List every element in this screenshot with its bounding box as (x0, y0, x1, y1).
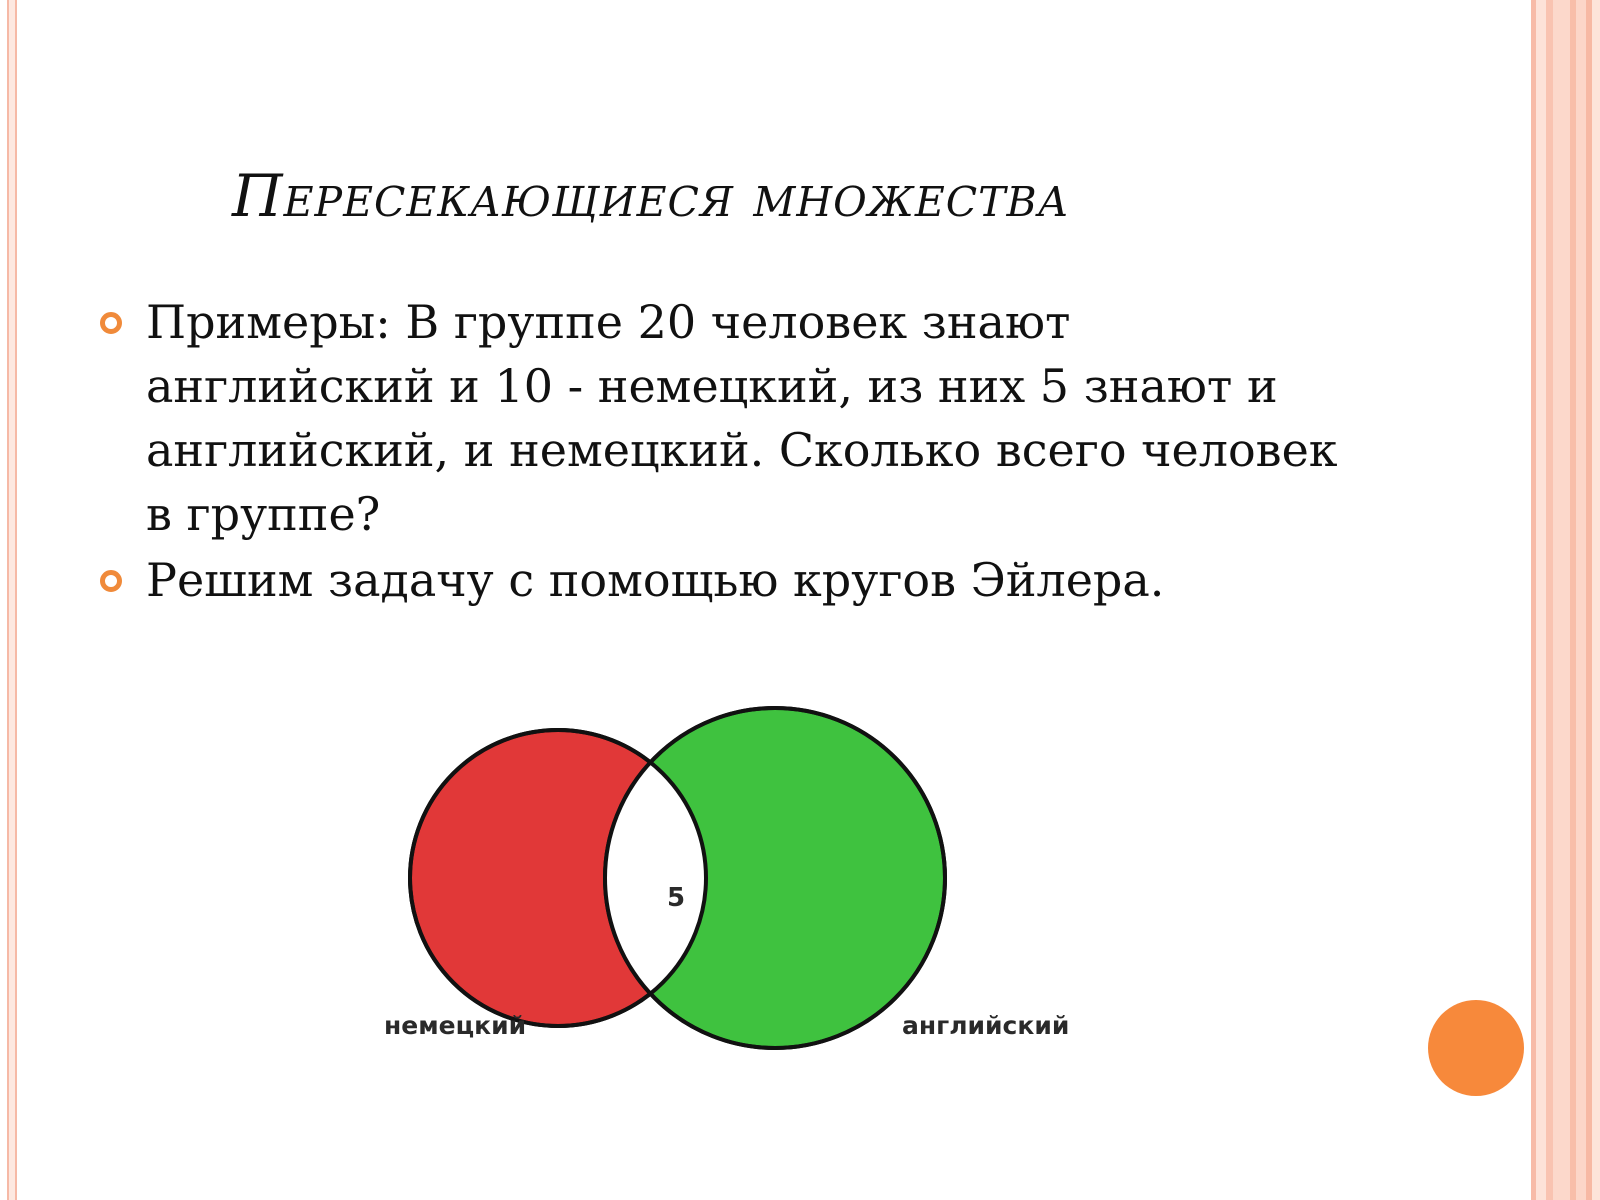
decorative-orange-circle (1428, 1000, 1524, 1096)
bullet-list (100, 290, 1360, 614)
bullet-text: Примеры: В группе 20 человек знают английский и 10 - немецкий, из них 5 знают и английский, и немецкий. Сколько всего человек в группе? (146, 295, 1338, 541)
bullet-ring-icon (100, 570, 122, 592)
venn-label-german: немецкий (384, 1011, 527, 1040)
right-border-decoration (1530, 0, 1600, 1200)
bullet-item-example (100, 290, 1360, 546)
bullet-ring-icon (100, 312, 122, 334)
left-border-decoration (0, 0, 22, 1200)
euler-venn-diagram (370, 700, 1090, 1080)
slide-title: Пересекающиеся множества (232, 162, 1070, 230)
bullet-text: Решим задачу с помощью кругов Эйлера. (146, 553, 1165, 607)
venn-intersection-value: 5 (666, 883, 686, 913)
bullet-item-solution (100, 548, 1360, 612)
venn-label-english: английский (902, 1011, 1070, 1040)
